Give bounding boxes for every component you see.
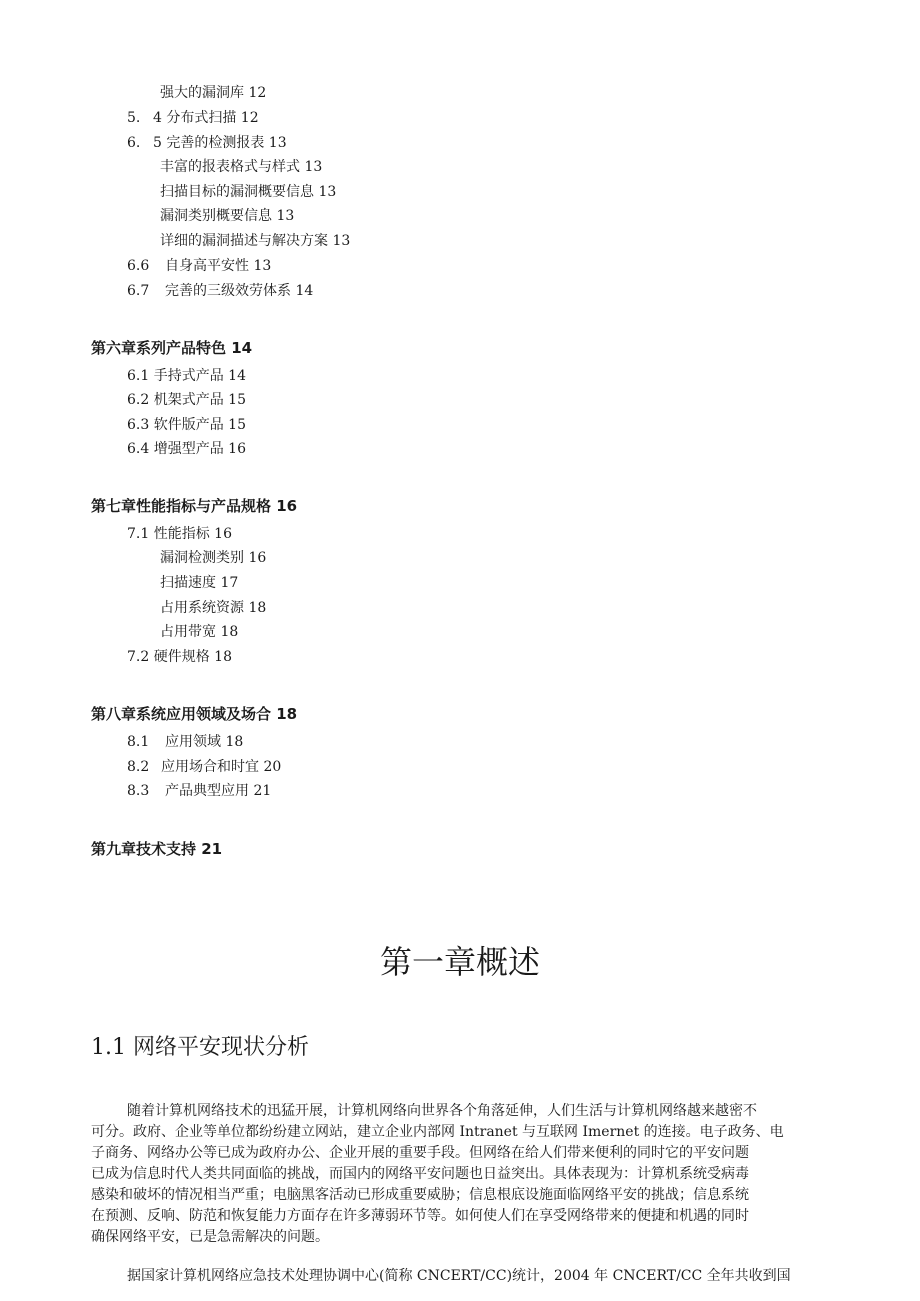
paragraph-line: 随着计算机网络技术的迅猛开展，计算机网络向世界各个角落延伸，人们生活与计算机网络越来越密不 [127,1103,757,1119]
toc-entry-number: 6.7 [127,283,150,299]
toc-entry[interactable] [160,182,336,202]
toc-entry[interactable] [127,757,281,777]
toc-entry[interactable]: 漏洞检测类别 16 [160,550,267,566]
toc-entry[interactable]: 扫描速度 17 [160,575,239,591]
toc-entry-text: 扫描目标的漏洞概要信息 13 [160,184,337,200]
paragraph-line: 确保网络平安，已是急需解决的问题。 [91,1229,329,1245]
toc-entry[interactable] [160,206,294,226]
toc-chapter-6[interactable]: 第六章系列产品特色 14 [91,339,253,357]
paragraph-line: 据国家计算机网络应急技术处理协调中心(简称 CNCERT/CC)统计，2004 年 CNCERT/CC 全年共收到国 [127,1268,791,1284]
toc-entry[interactable] [127,781,271,801]
paragraph-line: 感染和破坏的情况相当严重；电脑黑客活动已形成重要威胁；信息根底设施面临网络平安的挑战；信息系统 [91,1187,749,1203]
paragraph-line: 可分。政府、企业等单位都纷纷建立网站，建立企业内部网 Intranet 与互联网 Imernet 的连接。电子政务、电 [91,1124,784,1140]
paragraph-line: 已成为信息时代人类共同面临的挑战，而国内的网络平安问题也日益突出。具体表现为：计算机系统受病毒 [91,1166,749,1182]
toc-entry-text: 产品典型应用 21 [165,783,272,799]
toc-entry[interactable] [160,157,322,177]
body-paragraph [91,1101,827,1248]
toc-entry-text: 5 完善的检测报表 13 [153,135,287,151]
toc-entry[interactable] [127,108,259,128]
toc-entry-number: 6. [127,135,141,151]
toc-entry-text: 应用领域 18 [165,734,244,750]
toc-entry[interactable]: 6.2 机架式产品 15 [127,392,246,408]
toc-entry-text: 自身高平安性 13 [165,258,272,274]
toc-entry[interactable] [127,133,287,153]
section-title: 1.1 网络平安现状分析 [91,1035,309,1060]
toc-entry-text: 4 分布式扫描 12 [153,110,259,126]
toc-entry-text: 丰富的报表格式与样式 13 [160,159,323,175]
toc-entry[interactable]: 7.1 性能指标 16 [127,526,232,542]
toc-entry-text: 详细的漏洞描述与解决方案 13 [160,233,351,249]
toc-entry[interactable]: 6.3 软件版产品 15 [127,417,246,433]
toc-entry-text: 完善的三级效劳体系 14 [165,283,314,299]
toc-entry[interactable]: 6.1 手持式产品 14 [127,368,246,384]
toc-entry-text: 强大的漏洞库 12 [160,85,267,101]
toc-entry[interactable] [127,281,313,301]
toc-chapter-7[interactable]: 第七章性能指标与产品规格 16 [91,497,298,515]
paragraph-line: 子商务、网络办公等已成为政府办公、企业开展的重要手段。但网络在给人们带来便利的同时它的平安问题 [91,1145,749,1161]
toc-entry[interactable]: 6.4 增强型产品 16 [127,441,246,457]
toc-entry-number: 8.2 [127,759,150,775]
toc-entry[interactable] [160,83,266,103]
toc-entry-number: 5. [127,110,141,126]
toc-entry[interactable] [160,231,350,251]
paragraph-line: 在预测、反响、防范和恢复能力方面存在许多薄弱环节等。如何使人们在享受网络带来的便捷和机遇的同时 [91,1208,749,1224]
toc-entry[interactable]: 占用带宽 18 [160,624,239,640]
toc-entry[interactable] [127,256,271,276]
toc-entry[interactable] [127,732,243,752]
toc-chapter-8[interactable]: 第八章系统应用领域及场合 18 [91,705,298,723]
toc-entry-number: 8.3 [127,783,150,799]
body-paragraph [91,1266,827,1287]
toc-entry[interactable]: 占用系统资源 18 [160,600,267,616]
toc-entry-number: 6.6 [127,258,150,274]
toc-entry[interactable]: 7.2 硬件规格 18 [127,649,232,665]
toc-entry-number: 8.1 [127,734,150,750]
toc-entry-text: 漏洞类别概要信息 13 [160,208,295,224]
chapter-title: 第一章概述 [379,943,540,981]
toc-entry-text: 应用场合和时宜 20 [161,759,282,775]
toc-chapter-9[interactable]: 第九章技术支持 21 [91,840,223,858]
